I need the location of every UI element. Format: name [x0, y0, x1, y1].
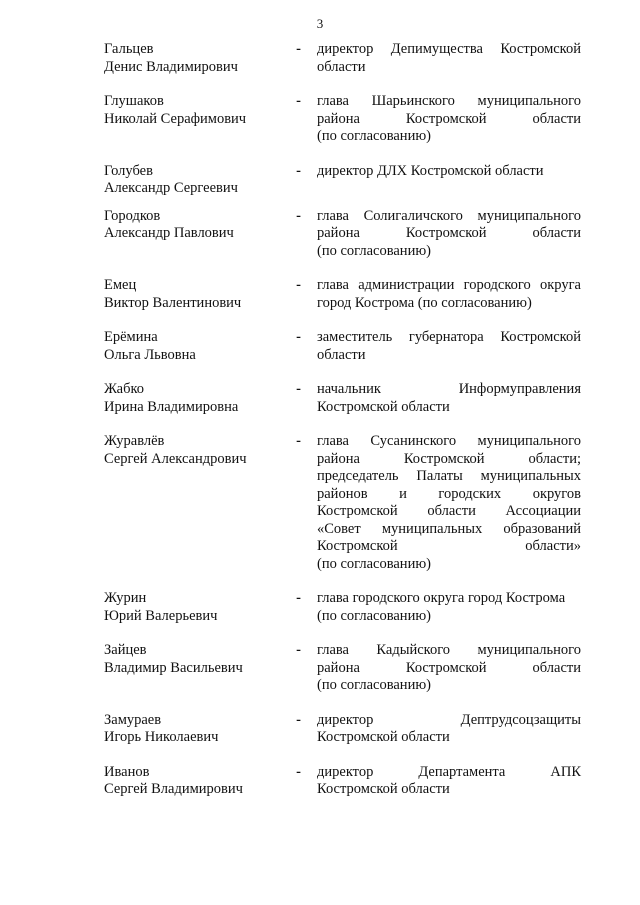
role-line: глава Солигаличского муниципального [317, 207, 581, 224]
list-item [104, 381, 582, 416]
surname: Городков [104, 207, 161, 224]
person-name [104, 208, 280, 261]
given-name: Александр Павлович [104, 225, 234, 241]
given-name: Александр Сергеевич [104, 180, 238, 196]
role-line: районов и городских округов [317, 485, 581, 502]
given-name: Сергей Александрович [104, 450, 247, 467]
person-name [104, 93, 280, 146]
surname: Ерёмина [104, 329, 158, 345]
dash-separator: - [296, 711, 301, 728]
dash-separator: - [296, 329, 301, 345]
role-line: района Костромской области [317, 110, 581, 127]
role-description [317, 41, 581, 76]
role-description [317, 277, 581, 312]
role-line: глава Кадыйского муниципального [317, 642, 581, 658]
given-name: Сергей Владимирович [104, 781, 243, 797]
list-item [104, 93, 582, 146]
role-line: город Кострома (по согласованию) [317, 294, 532, 311]
person-name [104, 433, 280, 573]
person-name [104, 590, 280, 625]
role-line: директор Депимущества Костромской [317, 41, 581, 57]
list-item [104, 433, 582, 573]
role-line: директор Департамента АПК [317, 763, 581, 780]
role-line: Костромской области» [317, 538, 581, 554]
role-description [317, 590, 581, 625]
list-item [104, 642, 582, 695]
surname: Зайцев [104, 642, 147, 658]
role-line: директор Дептрудсоцзащиты [317, 711, 581, 728]
role-line: (по согласованию) [317, 128, 431, 144]
list-item [104, 163, 582, 198]
given-name: Николай Серафимович [104, 110, 247, 127]
role-line: Костромской области Ассоциации [317, 503, 581, 519]
role-description [317, 329, 581, 364]
given-name: Денис Владимирович [104, 58, 238, 75]
member-list [104, 41, 582, 799]
surname: Журин [104, 590, 147, 606]
role-line: глава Шарьинского муниципального [317, 93, 581, 109]
list-item [104, 329, 582, 364]
surname: Жабко [104, 381, 145, 397]
role-description [317, 93, 581, 146]
role-line: заместитель губернатора Костромской [317, 329, 581, 345]
role-description [317, 163, 581, 198]
role-line: «Совет муниципальных образований [317, 520, 581, 537]
given-name: Ольга Львовна [104, 346, 196, 363]
dash-separator: - [296, 277, 301, 293]
given-name: Игорь Николаевич [104, 729, 219, 745]
role-line: района Костромской области; [317, 450, 581, 467]
dash-separator: - [296, 763, 301, 780]
role-line: района Костромской области [317, 225, 581, 241]
dash-separator: - [296, 162, 301, 179]
dash-separator: - [296, 642, 301, 658]
role-line: Костромской области [317, 781, 450, 797]
role-description [317, 764, 581, 799]
role-line: (по согласованию) [317, 242, 431, 259]
role-line: Костромской области [317, 729, 450, 745]
dash-separator: - [296, 433, 301, 449]
role-line: Костромской области [317, 398, 450, 415]
person-name [104, 381, 280, 416]
list-item [104, 41, 582, 76]
person-name [104, 41, 280, 76]
list-item [104, 764, 582, 799]
person-name [104, 642, 280, 695]
surname: Голубев [104, 162, 153, 179]
list-item [104, 712, 582, 747]
role-line: глава городского округа город Кострома [317, 590, 566, 606]
given-name: Юрий Валерьевич [104, 607, 218, 624]
role-line: района Костромской области [317, 659, 581, 676]
role-line: глава Сусанинского муниципального [317, 433, 581, 449]
role-line: (по согласованию) [317, 555, 431, 572]
role-description [317, 433, 581, 573]
role-line: глава администрации городского округа [317, 277, 581, 293]
person-name [104, 329, 280, 364]
given-name: Владимир Васильевич [104, 659, 243, 676]
person-name [104, 712, 280, 747]
list-item [104, 277, 582, 312]
role-line: области [317, 346, 366, 363]
role-line: председатель Палаты муниципальных [317, 468, 581, 484]
dash-separator: - [296, 207, 301, 224]
role-description [317, 208, 581, 261]
role-description [317, 381, 581, 416]
surname: Иванов [104, 763, 150, 780]
page-number: 3 [316, 16, 324, 31]
given-name: Ирина Владимировна [104, 398, 239, 415]
surname: Журавлёв [104, 433, 165, 449]
role-line: начальник Информуправления [317, 381, 581, 397]
surname: Гальцев [104, 41, 154, 57]
role-line: (по согласованию) [317, 677, 431, 693]
dash-separator: - [296, 41, 301, 57]
role-description [317, 712, 581, 747]
dash-separator: - [296, 590, 301, 606]
role-line: области [317, 58, 366, 75]
role-line: директор ДЛХ Костромской области [317, 162, 544, 179]
dash-separator: - [296, 381, 301, 397]
list-item [104, 208, 582, 261]
person-name [104, 764, 280, 799]
given-name: Виктор Валентинович [104, 294, 242, 311]
dash-separator: - [296, 93, 301, 109]
role-line: (по согласованию) [317, 607, 431, 624]
surname: Емец [104, 277, 137, 293]
surname: Замураев [104, 711, 162, 728]
person-name [104, 163, 280, 198]
surname: Глушаков [104, 93, 164, 109]
list-item [104, 590, 582, 625]
person-name [104, 277, 280, 312]
role-description [317, 642, 581, 695]
